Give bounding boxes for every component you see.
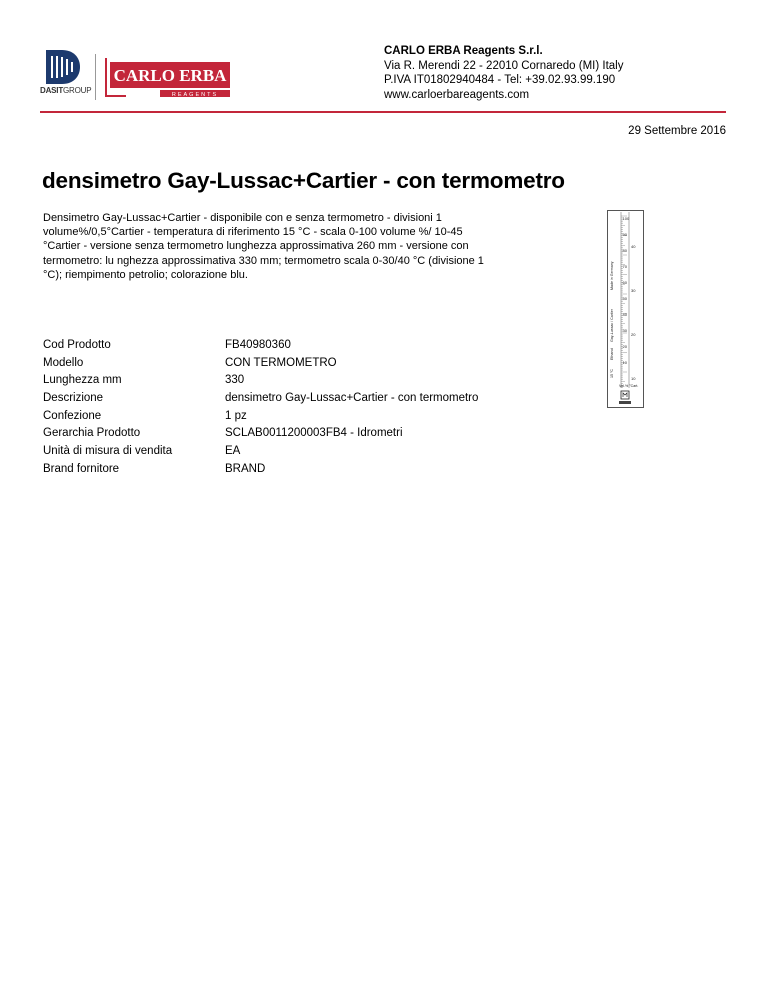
spec-value: FB40980360 [225,338,291,351]
spec-value: BRAND [225,462,266,475]
cartier-tick-label: 20 [631,332,636,337]
spec-label: Modello [43,356,84,369]
dasit-logo-text: DASITGROUP [40,86,92,95]
cartier-tick-label: 10 [631,376,636,381]
cartier-tick-label: 40 [631,244,636,249]
scale-tick-label: 30 [622,328,627,333]
scale-tick-label: 70 [622,264,627,269]
spec-value: SCLAB0011200003FB4 - Idrometri [225,427,403,440]
company-website: www.carloerbareagents.com [384,88,530,101]
spec-row [43,354,478,372]
ethanol-label: Ethanol [610,347,614,360]
scale-tick-label: 40 [622,312,627,317]
units-label: Vol.% °Cart. [619,384,639,388]
product-title: densimetro Gay-Lussac+Cartier - con termometro [42,168,565,193]
spec-row [43,442,478,460]
specs-table [43,336,478,478]
scale-tick-label: 60 [622,280,627,285]
header-logos [40,48,235,108]
spec-label: Unità di misura di vendita [43,444,173,457]
spec-label: Confezione [43,409,102,422]
cartier-tick-label: 30 [631,288,636,293]
spec-value: 1 pz [225,409,247,422]
spec-row [43,424,478,442]
spec-label: Descrizione [43,391,104,404]
company-info [384,44,623,102]
spec-row [43,407,478,425]
carlo-erba-logo [100,54,235,100]
scale-tick-label: 20 [622,344,627,349]
spec-label: Cod Prodotto [43,338,111,351]
scale-tick-label: 100 [622,216,630,221]
made-in-label: Made in Germany [610,261,614,290]
header-divider [40,111,726,113]
spec-value: densimetro Gay-Lussac+Cartier - con termometro [225,391,479,404]
scale-tick-label: 80 [622,248,627,253]
document-date: 29 Settembre 2016 [628,125,726,137]
temp-label: 15 °C [610,368,614,378]
scale-tick-label: 10 [622,360,627,365]
spec-row [43,371,478,389]
company-vat-tel: P.IVA IT01802940484 - Tel: +39.02.93.99.190 [384,74,616,86]
spec-value: CON TERMOMETRO [225,356,337,369]
logo-divider [95,54,96,100]
spec-row [43,336,478,354]
hydrometer-scale-image [607,210,644,408]
scale-tick-label: 90 [622,232,627,237]
spec-label: Brand fornitore [43,462,120,475]
company-address: Via R. Merendi 22 - 22010 Cornaredo (MI) Italy [384,59,624,72]
spec-row [43,460,478,478]
company-name: CARLO ERBA Reagents S.r.l. [384,45,543,57]
svg-text:CARLO ERBA: CARLO ERBA [113,66,227,85]
spec-row [43,389,478,407]
svg-text:REAGENTS: REAGENTS [171,92,219,98]
spec-value: EA [225,444,241,457]
spec-label: Lunghezza mm [43,374,122,387]
scale-name-label: Gay-Lussac / Cartier [610,309,614,342]
spec-label: Gerarchia Prodotto [43,427,141,440]
product-description: Densimetro Gay-Lussac+Cartier - disponibile con e senza termometro - divisioni 1 volume%/0,5°Cartier - temperatura di riferimento 15 °C - scala 0-100 volume %/ 10-45 °Cartier - versione senza termometro lunghezza approssimativa 260 mm - versione con termometro: lu nghezza approssimativa 330 mm; termometro scala 0-30/40 °C (divisione 1 °C); riempimento petrolio; colorazione blu. [43,212,484,281]
scale-tick-label: 50 [622,296,627,301]
spec-value: 330 [225,374,245,387]
